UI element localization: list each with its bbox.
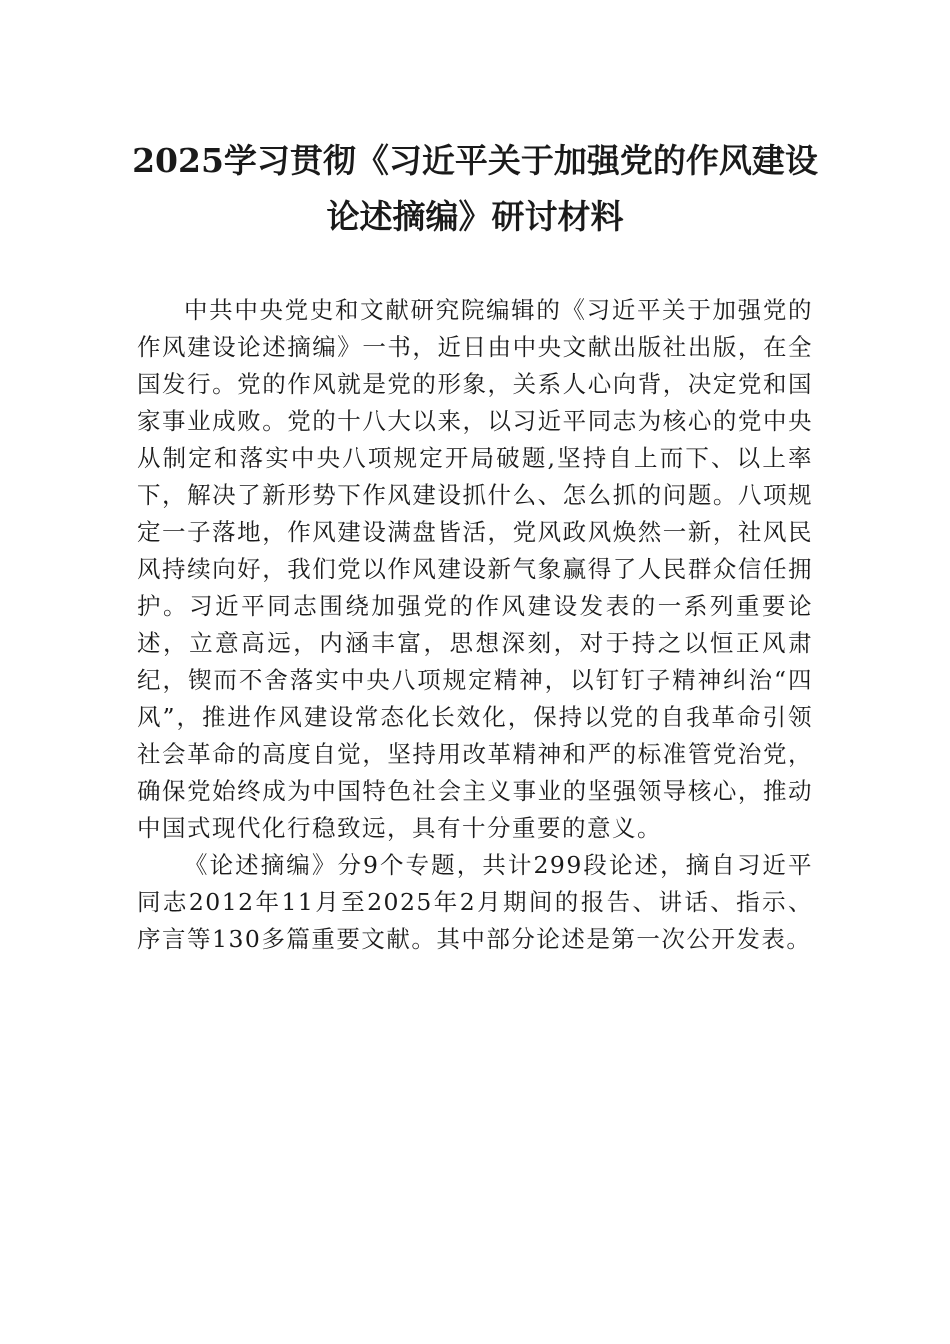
document-title: 2025学习贯彻《习近平关于加强党的作风建设论述摘编》研讨材料 xyxy=(132,141,818,236)
document-body xyxy=(137,292,813,958)
body-paragraph: 《论述摘编》分9个专题，共计299段论述，摘自习近平同志2012年11月至2025年2月期间的报告、讲话、指示、序言等130多篇重要文献。其中部分论述是第一次公开发表。 xyxy=(137,851,813,953)
body-paragraph: 中共中央党史和文献研究院编辑的《习近平关于加强党的作风建设论述摘编》一书，近日由中央文献出版社出版，在全国发行。党的作风就是党的形象，关系人心向背，决定党和国家事业成败。党的十八大以来，以习近平同志为核心的党中央从制定和落实中央八项规定开局破题,坚持自上而下、以上率下，解决了新形势下作风建设抓什么、怎么抓的问题。八项规定一子落地，作风建设满盘皆活，党风政风焕然一新，社风民风持续向好，我们党以作风建设新气象赢得了人民群众信任拥护。习近平同志围绕加强党的作风建设发表的一系列重要论述，立意高远，内涵丰富，思想深刻，对于持之以恒正风肃纪，锲而不舍落实中央八项规定精神，以钉钉子精神纠治“四风”，推进作风建设常态化长效化，保持以党的自我革命引领社会革命的高度自觉，坚持用改革精神和严的标准管党治党，确保党始终成为中国特色社会主义事业的坚强领导核心，推动中国式现代化行稳致远，具有十分重要的意义。 xyxy=(137,296,813,842)
